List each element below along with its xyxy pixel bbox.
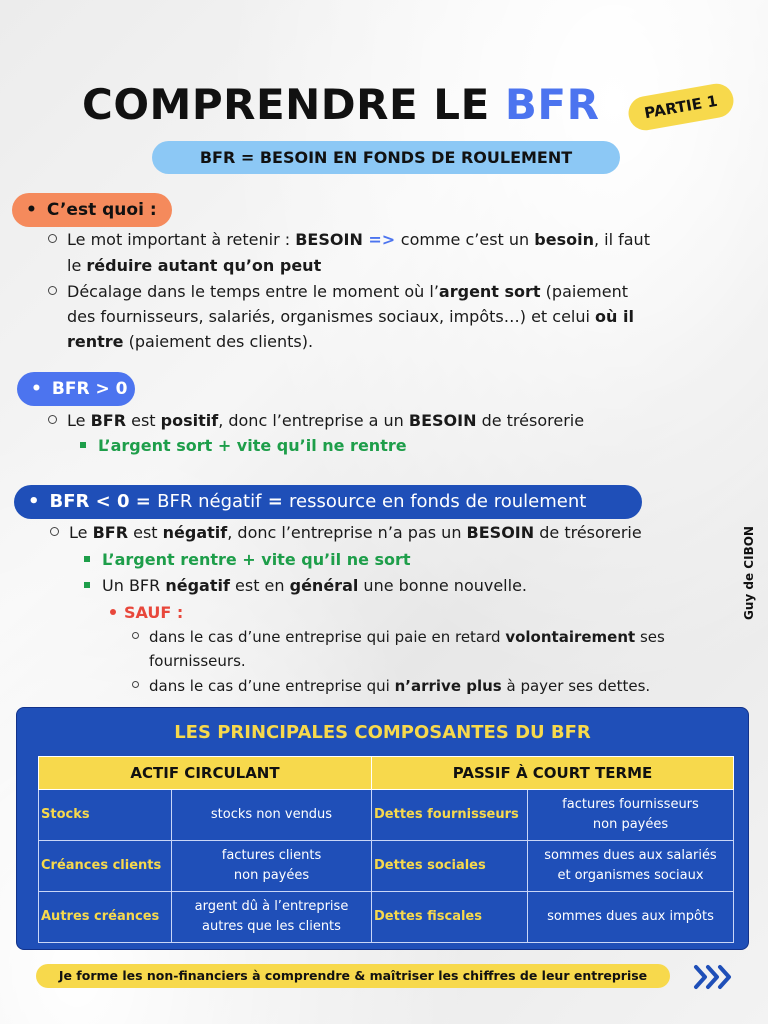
passif-label: Dettes fiscales — [372, 892, 528, 943]
card-title: LES PRINCIPALES COMPOSANTES DU BFR — [174, 722, 591, 743]
bfr-components-card — [16, 707, 749, 950]
section-pos-label: • BFR > 0 — [17, 372, 135, 406]
circle-bullet-icon — [48, 234, 57, 243]
section-what-label-text: C’est quoi : — [46, 200, 157, 220]
section-neg-label: • BFR < 0 = BFR négatif = ressource en fonds de roulement — [14, 485, 642, 519]
table-row — [39, 841, 734, 892]
neg-sub-1b: fournisseurs. — [149, 652, 246, 670]
dot-bullet-icon — [110, 609, 116, 615]
section-what-label: • C’est quoi : — [12, 193, 172, 227]
actif-desc: argent dû à l’entreprise autres que les clients — [172, 892, 372, 943]
page-title — [82, 80, 599, 129]
neg-line-2: L’argent rentre + vite qu’il ne sort — [84, 550, 411, 569]
square-bullet-icon — [84, 556, 90, 562]
section-pos-label-text: BFR > 0 — [51, 379, 128, 399]
table-header-row — [39, 757, 734, 790]
subtitle-badge: BFR = BESOIN EN FONDS DE ROULEMENT — [152, 141, 620, 174]
square-bullet-icon — [84, 582, 90, 588]
square-bullet-icon — [80, 442, 86, 448]
passif-desc: factures fournisseurs non payées — [528, 790, 734, 841]
title-main: COMPRENDRE LE — [82, 80, 505, 129]
neg-sauf: SAUF : — [110, 603, 183, 622]
table-row — [39, 790, 734, 841]
bfr-components-table — [38, 756, 734, 943]
title-accent: BFR — [504, 80, 600, 129]
actif-desc: factures clients non payées — [172, 841, 372, 892]
what-line-3: Décalage dans le temps entre le moment où l’argent sort (paiement — [48, 282, 628, 301]
what-line-2: le réduire autant qu’on peut — [67, 256, 322, 275]
passif-desc: sommes dues aux salariés et organismes sociaux — [528, 841, 734, 892]
actif-desc: stocks non vendus — [172, 790, 372, 841]
what-line-1: Le mot important à retenir : BESOIN => comme c’est un besoin, il faut — [48, 230, 650, 249]
what-line-4: des fournisseurs, salariés, organismes sociaux, impôts…) et celui où il — [67, 307, 634, 326]
pos-line-1: Le BFR est positif, donc l’entreprise a un BESOIN de trésorerie — [48, 411, 584, 430]
circle-bullet-icon — [132, 681, 139, 688]
circle-bullet-icon — [50, 527, 59, 536]
passif-label: Dettes sociales — [372, 841, 528, 892]
footer-tagline: Je forme les non-financiers à comprendre & maîtriser les chiffres de leur entreprise — [36, 964, 670, 988]
neg-line-1: Le BFR est négatif, donc l’entreprise n’a pas un BESOIN de trésorerie — [50, 523, 642, 542]
neg-sub-2: dans le cas d’une entreprise qui n’arrive plus à payer ses dettes. — [132, 677, 650, 695]
passif-desc: sommes dues aux impôts — [528, 892, 734, 943]
author-signature: Guy de CIBON — [742, 526, 756, 620]
header-actif: ACTIF CIRCULANT — [39, 757, 372, 790]
circle-bullet-icon — [132, 632, 139, 639]
actif-label: Créances clients — [39, 841, 172, 892]
neg-sub-1: dans le cas d’une entreprise qui paie en retard volontairement ses — [132, 628, 665, 646]
circle-bullet-icon — [48, 415, 57, 424]
chevrons-right-icon — [692, 962, 736, 992]
passif-label: Dettes fournisseurs — [372, 790, 528, 841]
table-row — [39, 892, 734, 943]
partie-badge: PARTIE 1 — [626, 81, 736, 133]
pos-line-2: L’argent sort + vite qu’il ne rentre — [80, 436, 407, 455]
neg-line-3: Un BFR négatif est en général une bonne nouvelle. — [84, 576, 527, 595]
circle-bullet-icon — [48, 286, 57, 295]
actif-label: Autres créances — [39, 892, 172, 943]
header-passif: PASSIF À COURT TERME — [372, 757, 734, 790]
actif-label: Stocks — [39, 790, 172, 841]
what-line-5: rentre (paiement des clients). — [67, 332, 314, 351]
